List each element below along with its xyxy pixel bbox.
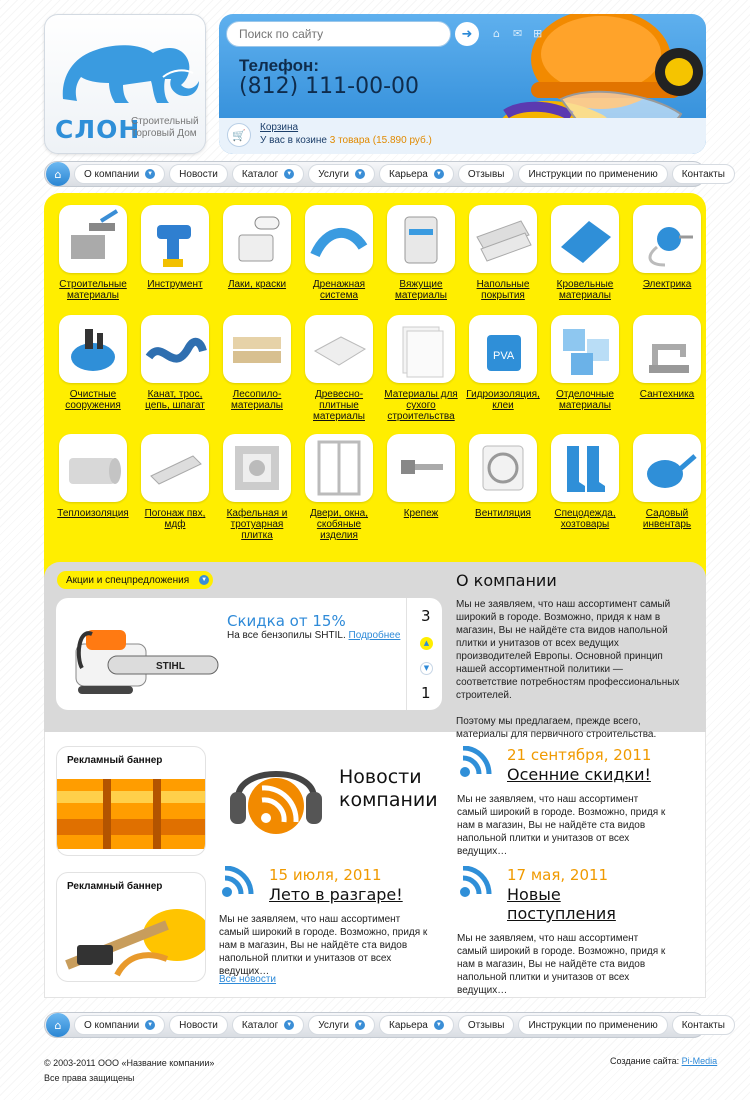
chevron-down-icon: ▼: [145, 169, 155, 179]
news-item: [457, 746, 667, 858]
nav-item[interactable]: [379, 1015, 454, 1035]
drywall-icon: [387, 315, 455, 383]
svg-text:PVA: PVA: [493, 350, 515, 362]
cart-link[interactable]: Корзина: [260, 122, 299, 133]
board-icon: [305, 315, 373, 383]
nav-item[interactable]: [232, 1015, 304, 1035]
home-button[interactable]: [46, 1013, 70, 1037]
nav-item[interactable]: [518, 164, 667, 184]
cement-bag-icon: [387, 205, 455, 273]
pager-total: 3: [421, 607, 431, 625]
ad-banner[interactable]: [56, 872, 206, 982]
news-title-link[interactable]: Лето в разгаре!: [269, 885, 403, 904]
catalog-item[interactable]: [216, 205, 298, 290]
nav-item-label: Карьера: [389, 1019, 428, 1031]
chevron-down-icon: ▼: [355, 1020, 365, 1030]
nav-item-label: Каталог: [241, 168, 279, 180]
catalog-item-label[interactable]: Кровельные материалы: [556, 279, 614, 301]
news-item: [457, 866, 667, 997]
sitemap-icon[interactable]: ⊞: [533, 27, 543, 40]
catalog-item-label[interactable]: Вяжущие материалы: [395, 279, 447, 301]
pager-current: 1: [421, 684, 431, 702]
chevron-down-icon: ▼: [199, 575, 209, 585]
phone-number: (812) 111-00-00: [239, 74, 420, 99]
catalog-item[interactable]: [626, 434, 708, 530]
nav-item-label: Инструкции по применению: [528, 168, 658, 180]
chevron-down-icon: ▼: [284, 169, 294, 179]
about-title: О компании: [456, 571, 557, 590]
home-button[interactable]: [46, 162, 70, 186]
rope-icon: [141, 315, 209, 383]
home-icon: ⌂: [54, 1018, 62, 1032]
catalog-grid: [44, 193, 706, 583]
chevron-down-icon: ▼: [284, 1020, 294, 1030]
catalog-item[interactable]: [544, 434, 626, 530]
tile-pattern-icon: [223, 434, 291, 502]
nav-item-label: Каталог: [241, 1019, 279, 1031]
nav-item-label: Отзывы: [467, 1019, 505, 1031]
catalog-item-label[interactable]: Кафельная и тротуарная плитка: [226, 508, 288, 541]
nav-item-label: Контакты: [681, 168, 725, 180]
news-date: 15 июля, 2011: [269, 866, 382, 884]
fan-icon: [469, 434, 537, 502]
catalog-item-label[interactable]: Теплоизоляция: [57, 508, 129, 519]
pager-up-button[interactable]: ▲: [420, 637, 433, 650]
footer-credits: Создание сайта: Pi-Media: [610, 1056, 718, 1066]
catalog-item[interactable]: [380, 434, 462, 519]
nav-item[interactable]: [672, 1015, 735, 1035]
nav-item-label: Отзывы: [467, 168, 505, 180]
catalog-item-label[interactable]: Спецодежда, хозтовары: [554, 508, 616, 530]
window-icon: [305, 434, 373, 502]
promo-title: Скидка от 15%: [227, 612, 346, 630]
news-text: Мы не заявляем, что наш ассортимент самый широкий в городе. Возможно, придя к нам в магазин, Вы не найдёте ста видов напольной плитки и унитазов от всех ведущих…: [457, 933, 666, 996]
nav-item[interactable]: [672, 164, 735, 184]
catalog-item[interactable]: [134, 205, 216, 290]
catalog-item-label[interactable]: Крепеж: [403, 508, 439, 519]
promo-more-link[interactable]: Подробнее: [348, 630, 401, 641]
nav-item-label: Новости: [179, 1019, 218, 1031]
rss-headphones-icon: [228, 746, 324, 842]
watering-can-icon: [633, 434, 701, 502]
faucet-icon: [633, 315, 701, 383]
news-text: Мы не заявляем, что наш ассортимент самый широкий в городе. Возможно, придя к нам в магазин, Вы не найдёте ста видов напольной плитки и унитазов от всех ведущих…: [219, 914, 428, 977]
footer-nav: [44, 1012, 725, 1038]
nav-item[interactable]: [74, 1015, 165, 1035]
nav-item[interactable]: [308, 164, 375, 184]
nav-item-label: Инструкции по применению: [528, 1019, 658, 1031]
arrow-right-icon: ➜: [461, 26, 473, 42]
news-title-link[interactable]: Осенние скидки!: [507, 765, 651, 784]
catalog-item-label[interactable]: Инструмент: [147, 279, 203, 290]
news-text: Мы не заявляем, что наш ассортимент самый широкий в городе. Возможно, придя к нам в магазин, Вы не найдёте ста видов напольной плитки и унитазов от всех ведущих…: [457, 794, 666, 857]
catalog-item-label[interactable]: Гидроизоляция, клеи: [466, 389, 540, 411]
level-tool-image: [57, 769, 206, 856]
catalog-item[interactable]: [380, 315, 462, 422]
footer-copyright: © 2003-2011 ООО «Название компании» Все права защищены: [44, 1058, 215, 1083]
catalog-item[interactable]: [626, 205, 708, 290]
promo-text: На все бензопилы SHTIL. Подробнее: [227, 630, 401, 641]
boots-icon: [551, 434, 619, 502]
news-date: 17 мая, 2011: [507, 866, 609, 884]
catalog-item-label[interactable]: Древесно-плитные материалы: [313, 389, 365, 422]
pva-bucket-icon: [469, 315, 537, 383]
developer-link[interactable]: Pi-Media: [681, 1056, 718, 1066]
news-title-link[interactable]: Новые поступления: [507, 885, 616, 923]
catalog-item-label[interactable]: Отделочные материалы: [556, 389, 614, 411]
catalog-item[interactable]: [462, 205, 544, 301]
nav-item-label: О компании: [84, 1019, 140, 1031]
about-text: Мы не заявляем, что наш ассортимент самый широкий в городе. Возможно, придя к нам в магазин, Вы не найдёте ста видов напольной плитки и унитазов от всех ведущих производителей Европы. Основной принцип нашей ассортиментной политики — соответствие потребностям профессиональных строителей. Поэтому мы предлагаем, прежде всего, материалы для первичного строительства.: [456, 599, 680, 740]
catalog-item[interactable]: [462, 315, 544, 411]
cart-count[interactable]: 3 товара (15.890 руб.): [329, 135, 432, 146]
lumber-icon: [223, 315, 291, 383]
paint-bucket-icon: [223, 205, 291, 273]
catalog-item-label[interactable]: Дренажная система: [312, 279, 366, 301]
cart-summary: У вас в козине 3 товара (15.890 руб.): [260, 135, 432, 146]
chainsaw-image: [68, 608, 228, 700]
logo-subtitle: Строительный Торговый Дом: [131, 116, 199, 139]
nav-item-label: Услуги: [318, 168, 349, 180]
catalog-item-label[interactable]: Садовый инвентарь: [642, 508, 692, 530]
nav-item-label: Карьера: [389, 168, 428, 180]
catalog-item-label[interactable]: Двери, окна, скобяные изделия: [309, 508, 369, 541]
main-nav: [44, 161, 725, 187]
catalog-item[interactable]: [216, 315, 298, 411]
catalog-item-label[interactable]: Электрика: [642, 279, 692, 290]
catalog-item-label[interactable]: Лесопило-материалы: [231, 389, 283, 411]
nav-item-label: Контакты: [681, 1019, 725, 1031]
catalog-item[interactable]: [626, 315, 708, 400]
bolt-icon: [387, 434, 455, 502]
molding-icon: [141, 434, 209, 502]
search-input[interactable]: [226, 21, 451, 47]
drain-pipe-icon: [305, 205, 373, 273]
nav-item[interactable]: [169, 164, 228, 184]
logo[interactable]: [44, 14, 206, 154]
header-panel: [219, 14, 706, 154]
news-item: [219, 866, 429, 978]
catalog-item-label[interactable]: Очистные сооружения: [65, 389, 121, 411]
nav-item[interactable]: [308, 1015, 375, 1035]
pager-down-button[interactable]: ▼: [420, 662, 433, 675]
plug-icon: [633, 205, 701, 273]
tiles-icon: [551, 315, 619, 383]
home-icon: ⌂: [54, 167, 62, 181]
catalog-item[interactable]: [380, 205, 462, 301]
floor-boards-icon: [469, 205, 537, 273]
chevron-down-icon: ▼: [434, 169, 444, 179]
catalog-item[interactable]: [298, 434, 380, 541]
catalog-item-label[interactable]: Напольные покрытия: [476, 279, 530, 301]
nav-item[interactable]: [458, 164, 515, 184]
nav-item[interactable]: [74, 164, 165, 184]
nav-item-label: Новости: [179, 168, 218, 180]
catalog-item-label[interactable]: Сантехника: [639, 389, 695, 400]
catalog-item[interactable]: [134, 434, 216, 530]
all-news-link[interactable]: Все новости: [219, 974, 277, 985]
elephant-logo-icon: [53, 29, 201, 109]
news-heading: Новости компании: [339, 766, 438, 811]
catalog-item[interactable]: [544, 315, 626, 411]
nav-item[interactable]: [379, 164, 454, 184]
banner-label: Рекламный баннер: [67, 881, 163, 892]
catalog-item-label[interactable]: Канат, трос, цепь, шпагат: [145, 389, 205, 411]
nav-item[interactable]: [169, 1015, 228, 1035]
cart-icon[interactable]: 🛒: [227, 123, 251, 147]
bricks-trowel-icon: [59, 205, 127, 273]
catalog-item-label[interactable]: Строительные материалы: [59, 279, 127, 301]
septic-tank-icon: [59, 315, 127, 383]
catalog-item[interactable]: [134, 315, 216, 411]
catalog-item[interactable]: [52, 205, 134, 301]
promo-tag[interactable]: [57, 571, 213, 589]
nav-item[interactable]: [518, 1015, 667, 1035]
ad-banner[interactable]: [56, 746, 206, 856]
catalog-item[interactable]: [544, 205, 626, 301]
catalog-item[interactable]: [298, 315, 380, 422]
svg-text:STIHL: STIHL: [156, 661, 185, 672]
news-date: 21 сентября, 2011: [507, 746, 652, 764]
catalog-item[interactable]: [52, 315, 134, 411]
promo-separator: [406, 598, 407, 710]
chevron-down-icon: ▼: [355, 169, 365, 179]
catalog-item[interactable]: [462, 434, 544, 519]
logo-name: СЛОН: [55, 115, 141, 144]
chevron-down-icon: ▼: [434, 1020, 444, 1030]
nav-item-label: О компании: [84, 168, 140, 180]
catalog-item-label[interactable]: Погонаж пвх, мдф: [144, 508, 206, 530]
catalog-item-label[interactable]: Лаки, краски: [227, 279, 287, 290]
nav-item[interactable]: [458, 1015, 515, 1035]
catalog-item[interactable]: [52, 434, 134, 519]
promo-tag-label: Акции и спецпредложения: [66, 574, 190, 586]
roof-tile-icon: [551, 205, 619, 273]
nav-item[interactable]: [232, 164, 304, 184]
tools-helmet-image: [57, 895, 206, 982]
chevron-down-icon: ▼: [145, 1020, 155, 1030]
catalog-item[interactable]: [298, 205, 380, 301]
insulation-roll-icon: [59, 434, 127, 502]
drill-icon: [141, 205, 209, 273]
catalog-item-label[interactable]: Материалы для сухого строительства: [384, 389, 458, 422]
search-button[interactable]: [455, 22, 479, 46]
banner-label: Рекламный баннер: [67, 755, 163, 766]
nav-item-label: Услуги: [318, 1019, 349, 1031]
catalog-item-label[interactable]: Вентиляция: [475, 508, 531, 519]
mail-icon[interactable]: ✉: [513, 27, 523, 40]
home-icon[interactable]: ⌂: [493, 27, 500, 40]
phone-label: Телефон:: [239, 56, 319, 75]
catalog-item[interactable]: [216, 434, 298, 541]
